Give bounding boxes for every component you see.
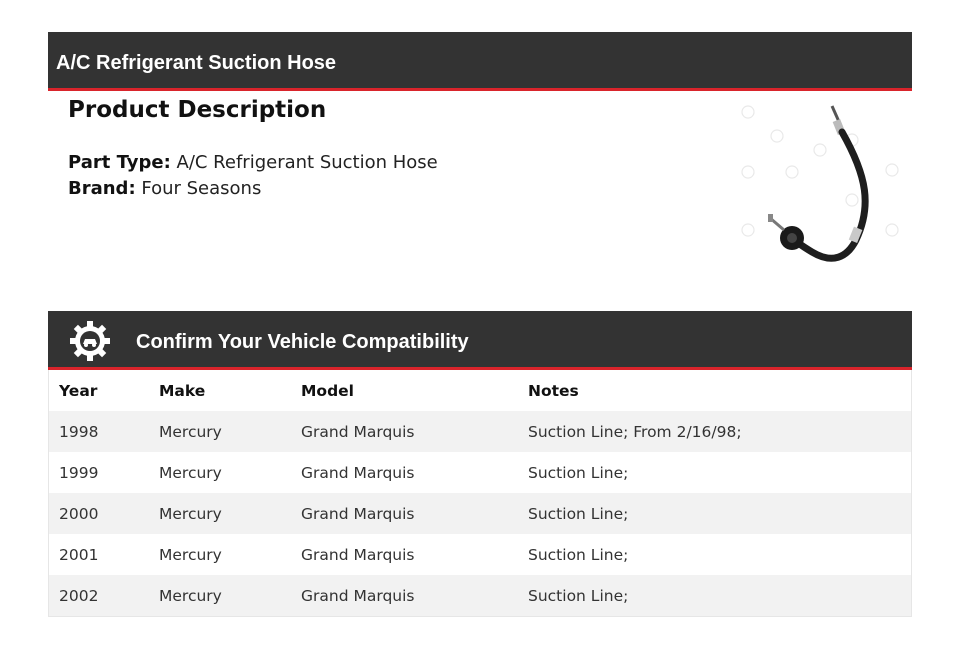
cell-notes: Suction Line; From 2/16/98; (518, 411, 912, 452)
brand-line (68, 178, 261, 199)
cell-year: 2001 (49, 534, 150, 575)
compatibility-table (48, 370, 912, 617)
table-row (49, 411, 912, 452)
cell-model: Grand Marquis (291, 575, 518, 617)
suction-hose-image (732, 96, 912, 278)
table-row (49, 534, 912, 575)
product-title-bar (48, 32, 912, 91)
cell-make: Mercury (149, 534, 291, 575)
cell-make: Mercury (149, 575, 291, 617)
brand-value: Four Seasons (141, 178, 262, 199)
cell-model: Grand Marquis (291, 493, 518, 534)
cell-model: Grand Marquis (291, 452, 518, 493)
part-type-line (68, 152, 438, 173)
cell-notes: Suction Line; (518, 452, 912, 493)
product-title: A/C Refrigerant Suction Hose (56, 52, 337, 74)
table-header-row (49, 370, 912, 411)
cell-model: Grand Marquis (291, 411, 518, 452)
gear-car-icon (68, 319, 112, 363)
table-row (49, 493, 912, 534)
part-type-value: A/C Refrigerant Suction Hose (176, 152, 438, 173)
cell-make: Mercury (149, 411, 291, 452)
part-type-label: Part Type: (68, 152, 171, 173)
cell-notes: Suction Line; (518, 534, 912, 575)
table-row (49, 575, 912, 617)
brand-label: Brand: (68, 178, 136, 199)
cell-notes: Suction Line; (518, 493, 912, 534)
cell-year: 1999 (49, 452, 150, 493)
column-model: Model (291, 370, 518, 411)
cell-make: Mercury (149, 493, 291, 534)
cell-make: Mercury (149, 452, 291, 493)
table-row (49, 452, 912, 493)
cell-notes: Suction Line; (518, 575, 912, 617)
description-heading: Product Description (68, 97, 327, 123)
column-make: Make (149, 370, 291, 411)
compatibility-title: Confirm Your Vehicle Compatibility (136, 331, 469, 353)
cell-year: 2000 (49, 493, 150, 534)
cell-year: 2002 (49, 575, 150, 617)
cell-model: Grand Marquis (291, 534, 518, 575)
column-notes: Notes (518, 370, 912, 411)
cell-year: 1998 (49, 411, 150, 452)
column-year: Year (49, 370, 150, 411)
compatibility-bar (48, 311, 912, 370)
